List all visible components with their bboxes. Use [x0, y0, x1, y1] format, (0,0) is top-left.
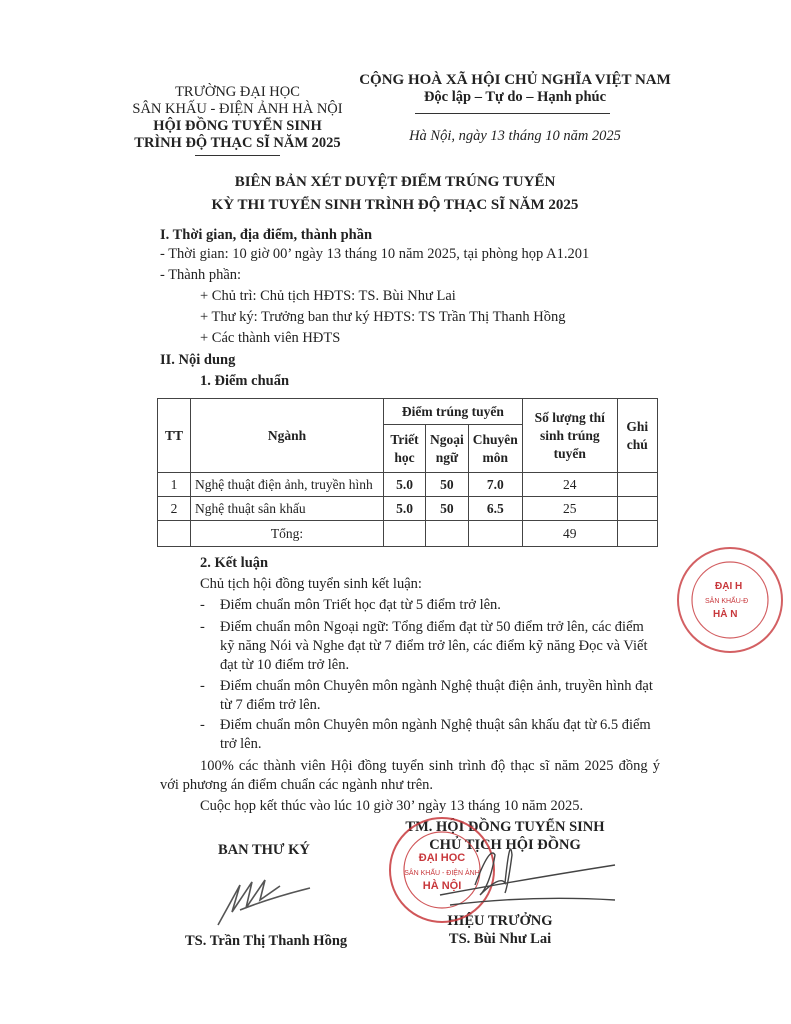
total-value: 49 — [522, 521, 617, 547]
col-triet: Triết học — [384, 425, 426, 473]
conclusion-item: - Điểm chuẩn môn Ngoại ngữ: Tổng điểm đạt từ 50 điểm trở lên, các điểm kỹ năng Nói và Nghe đạt từ 7 điểm trở lên, các điểm kỹ năng Đọc và Viết đạt từ 10 điểm trở lên. — [200, 618, 660, 675]
country-name: CỘNG HOÀ XÃ HỘI CHỦ NGHĨA VIỆT NAM — [359, 72, 671, 88]
closing-text: Cuộc họp kết thúc vào lúc 10 giờ 30’ ngày 13 tháng 10 năm 2025. — [200, 798, 584, 814]
member-item: + Thư ký: Trưởng ban thư ký HĐTS: TS Trần Thị Thanh Hồng — [200, 309, 566, 325]
svg-text:HÀ NỘI: HÀ NỘI — [422, 880, 462, 892]
issuer-council-level: TRÌNH ĐỘ THẠC SĨ NĂM 2025 — [134, 135, 341, 151]
cell-nganh: Nghệ thuật sân khấu — [191, 497, 384, 521]
benchmark-table — [157, 398, 658, 547]
issuer-council: HỘI ĐỒNG TUYỂN SINH — [153, 118, 322, 134]
conclusion-item: - Điểm chuẩn môn Triết học đạt từ 5 điểm trở lên. — [200, 596, 660, 615]
cell-tt: 2 — [158, 497, 191, 521]
agreement-text: 100% các thành viên Hội đồng tuyển sinh trình độ thạc sĩ năm 2025 đồng ý với phương án điểm chuẩn các ngành như trên. — [160, 758, 660, 793]
col-chuyen: Chuyên môn — [468, 425, 522, 473]
divider — [415, 113, 610, 114]
cell-ghichu — [617, 497, 657, 521]
col-nganh: Ngành — [191, 399, 384, 473]
member-item: + Các thành viên HĐTS — [200, 330, 341, 346]
issuer-university: TRƯỜNG ĐẠI HỌC — [175, 84, 300, 100]
col-ngoai: Ngoại ngữ — [426, 425, 469, 473]
document-date: Hà Nội, ngày 13 tháng 10 năm 2025 — [409, 128, 621, 144]
subsection-conclusion: 2. Kết luận — [200, 555, 269, 571]
title-line-2: KỲ THI TUYỂN SINH TRÌNH ĐỘ THẠC SĨ NĂM 2025 — [211, 197, 579, 213]
conclusion-intro: Chủ tịch hội đồng tuyển sinh kết luận: — [200, 576, 422, 592]
chair-name: TS. Bùi Như Lai — [448, 931, 552, 947]
cell-ghichu — [617, 473, 657, 497]
total-label: Tổng: — [191, 521, 384, 547]
section-1-heading: I. Thời gian, địa điểm, thành phần — [160, 227, 373, 243]
svg-text:SÂN KHẤU-Đ: SÂN KHẤU-Đ — [705, 598, 749, 605]
cell-nganh: Nghệ thuật điện ảnh, truyền hình — [191, 473, 384, 497]
title-line-1: BIÊN BẢN XÉT DUYỆT ĐIỂM TRÚNG TUYỂN — [234, 174, 556, 190]
cell-ngoai: 50 — [426, 497, 469, 521]
chair-title-line-2: CHỦ TỊCH HỘI ĐỒNG — [429, 837, 581, 853]
svg-text:HÀ N: HÀ N — [713, 609, 738, 620]
secretary-signature — [210, 870, 320, 930]
secretary-name: TS. Trần Thị Thanh Hồng — [185, 933, 348, 949]
chair-title-line-1: TM. HỘI ĐỒNG TUYỂN SINH — [405, 819, 605, 835]
motto: Độc lập – Tự do – Hạnh phúc — [423, 89, 607, 105]
table-row — [158, 473, 658, 497]
col-soluong: Số lượng thí sinh trúng tuyển — [522, 399, 617, 473]
members-label: - Thành phần: — [160, 267, 242, 283]
issuer-block — [120, 84, 355, 152]
cell-tt: 1 — [158, 473, 191, 497]
conclusion-item: - Điểm chuẩn môn Chuyên môn ngành Nghệ thuật sân khấu đạt từ 6.5 điểm trở lên. — [200, 716, 660, 754]
col-ghichu: Ghi chú — [617, 399, 657, 473]
col-diem: Điểm trúng tuyển — [384, 399, 523, 425]
col-tt: TT — [158, 399, 191, 473]
svg-text:SÂN KHẤU - ĐIỆN ẢNH: SÂN KHẤU - ĐIỆN ẢNH — [404, 870, 480, 877]
cell-soluong: 24 — [522, 473, 617, 497]
cell-soluong: 25 — [522, 497, 617, 521]
conclusion-item: - Điểm chuẩn môn Chuyên môn ngành Nghệ thuật điện ảnh, truyền hình đạt từ 7 điểm trở lên. — [200, 677, 660, 715]
cell-empty — [426, 521, 469, 547]
cell-empty — [158, 521, 191, 547]
cell-empty — [468, 521, 522, 547]
meeting-time: - Thời gian: 10 giờ 00’ ngày 13 tháng 10 năm 2025, tại phòng họp A1.201 — [160, 246, 590, 262]
cell-chuyen: 6.5 — [468, 497, 522, 521]
table-total-row — [158, 521, 658, 547]
national-motto-block — [355, 72, 675, 106]
table-row — [158, 497, 658, 521]
chair-position: HIỆU TRƯỞNG — [447, 913, 553, 929]
conclusion-text: Điểm chuẩn môn Ngoại ngữ: Tổng điểm đạt từ 50 điểm trở lên, các điểm kỹ năng Nói và Nghe đạt từ 7 điểm trở lên, các điểm kỹ năng Đọc và Viết đạt từ 10 điểm trở lên. — [220, 619, 648, 673]
issuer-university-name: SÂN KHẤU - ĐIỆN ẢNH HÀ NỘI — [132, 101, 343, 117]
section-2-heading: II. Nội dung — [160, 352, 236, 368]
svg-text:ĐẠI H: ĐẠI H — [715, 581, 743, 592]
divider — [195, 155, 280, 156]
conclusion-text: Điểm chuẩn môn Chuyên môn ngành Nghệ thuật sân khấu đạt từ 6.5 điểm trở lên. — [220, 717, 651, 752]
document-title — [100, 171, 690, 217]
subsection-benchmark: 1. Điểm chuẩn — [200, 373, 290, 389]
svg-text:ĐẠI HỌC: ĐẠI HỌC — [418, 852, 466, 864]
cell-empty — [617, 521, 657, 547]
secretary-title: BAN THƯ KÝ — [218, 842, 310, 858]
cell-triet: 5.0 — [384, 473, 426, 497]
member-item: + Chủ trì: Chủ tịch HĐTS: TS. Bùi Như Lai — [200, 288, 456, 304]
edge-seal — [645, 545, 791, 665]
cell-triet: 5.0 — [384, 497, 426, 521]
official-seal — [380, 815, 620, 925]
cell-ngoai: 50 — [426, 473, 469, 497]
conclusion-text: Điểm chuẩn môn Chuyên môn ngành Nghệ thuật điện ảnh, truyền hình đạt từ 7 điểm trở lên. — [220, 678, 653, 713]
cell-chuyen: 7.0 — [468, 473, 522, 497]
conclusion-text: Điểm chuẩn môn Triết học đạt từ 5 điểm trở lên. — [220, 597, 501, 613]
cell-empty — [384, 521, 426, 547]
